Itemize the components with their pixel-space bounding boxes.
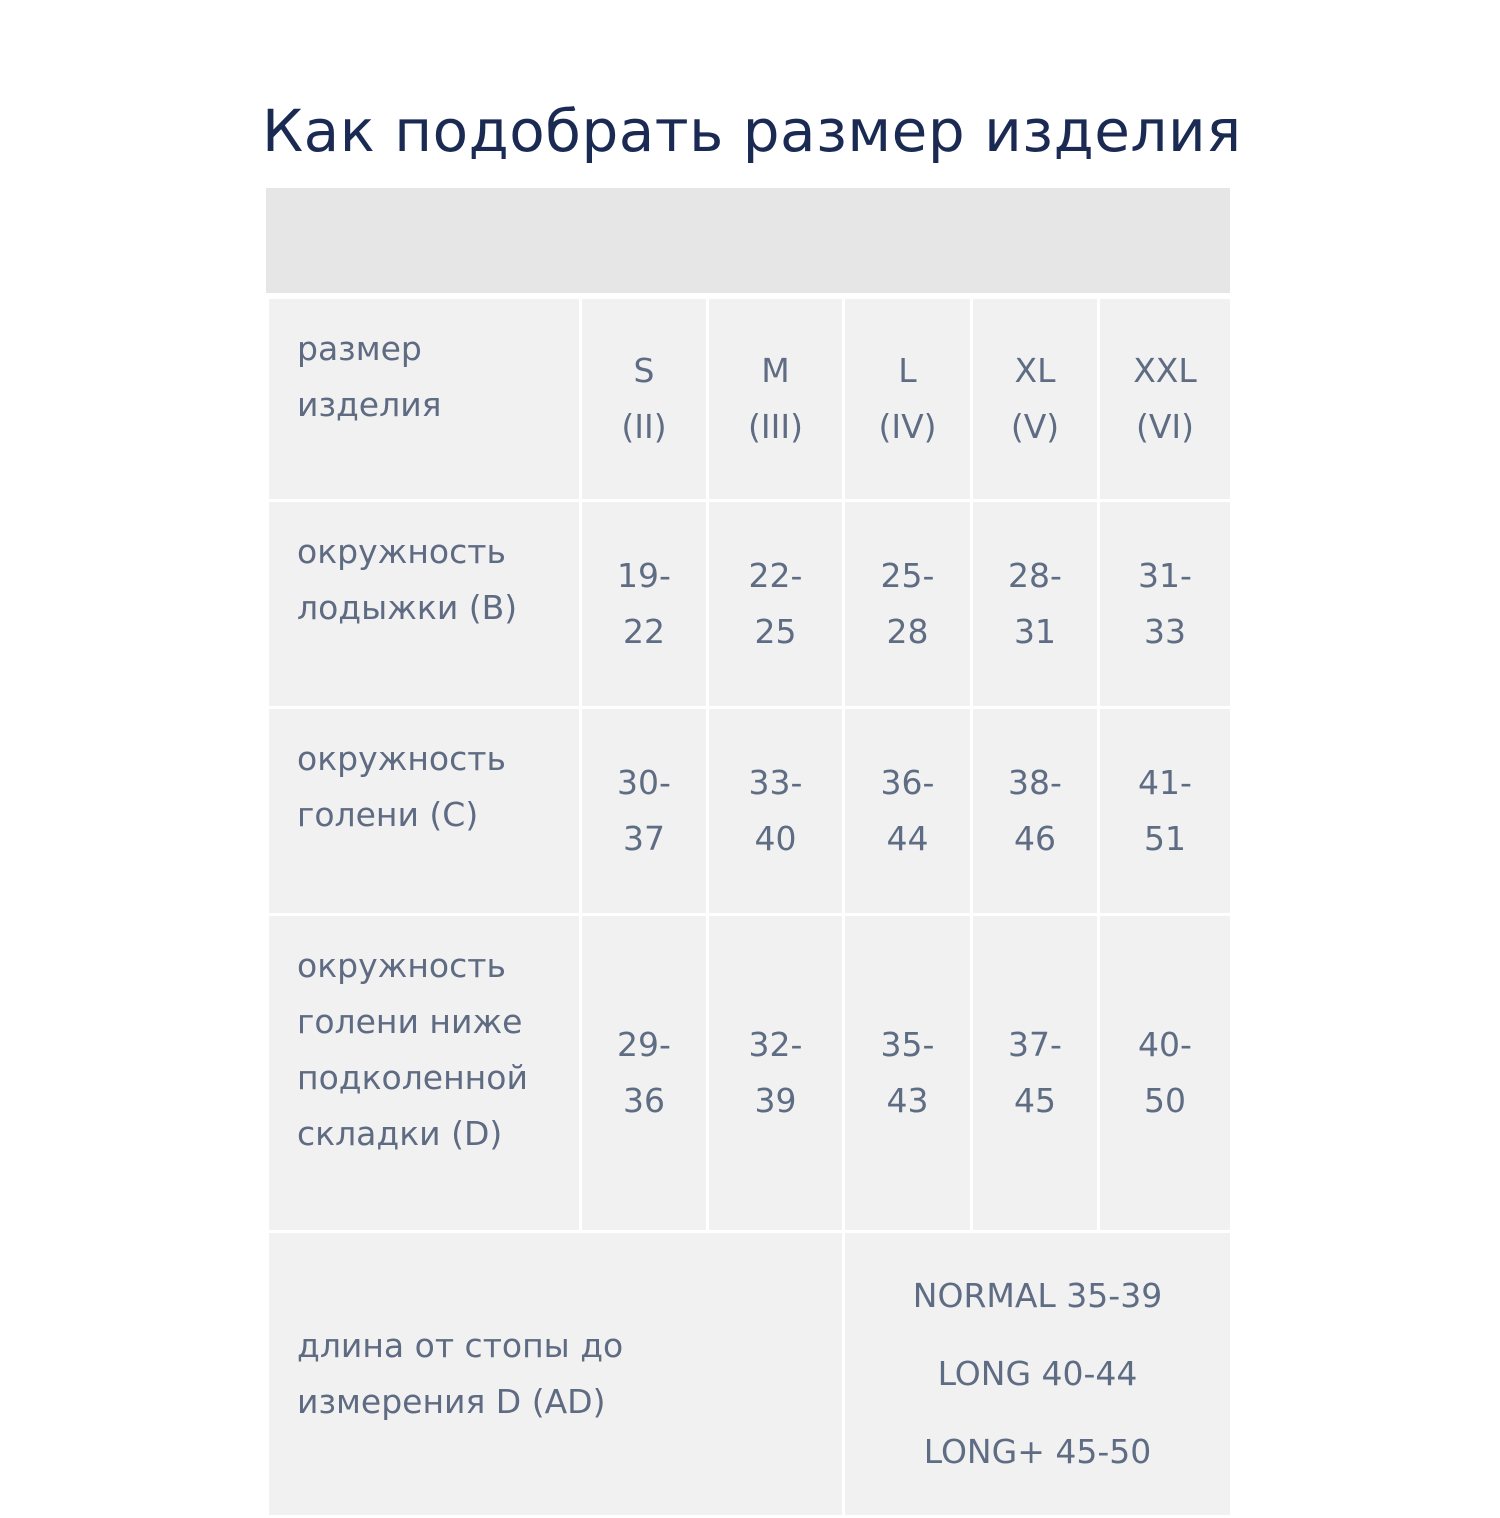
length-option-long-plus: LONG+ 45-50	[923, 1432, 1152, 1471]
value-line: 50	[1144, 1081, 1186, 1120]
label-line: измерения D (AD)	[297, 1382, 606, 1421]
value-line: 41-	[1138, 763, 1192, 802]
value-cell	[581, 501, 708, 708]
label-line: окружность	[297, 739, 506, 778]
size-cell-l	[844, 298, 972, 501]
value-line: 40-	[1138, 1025, 1192, 1064]
length-option-normal: NORMAL 35-39	[912, 1276, 1163, 1315]
value-cell	[708, 915, 844, 1232]
value-cell	[972, 501, 1099, 708]
value-line: 43	[886, 1081, 929, 1120]
value-line: 25-	[880, 556, 935, 595]
value-line: 31	[1014, 612, 1056, 651]
label-line: складки (D)	[297, 1114, 503, 1153]
page-title: Как подобрать размер изделия	[262, 97, 1242, 165]
value-cell	[708, 708, 844, 915]
size-table	[266, 188, 1230, 1518]
value-line: 37-	[1008, 1025, 1062, 1064]
size-roman: (II)	[621, 407, 667, 446]
label-line: окружность	[297, 946, 506, 985]
size-roman: (III)	[748, 407, 803, 446]
value-line: 36-	[880, 763, 935, 802]
size-cell-s	[581, 298, 708, 501]
size-letter: XXL	[1133, 351, 1197, 390]
value-line: 28-	[1008, 556, 1062, 595]
row-label-length	[268, 1232, 844, 1517]
value-line: 29-	[617, 1025, 671, 1064]
value-cell	[581, 708, 708, 915]
value-cell	[844, 501, 972, 708]
size-cell-m	[708, 298, 844, 501]
table-header-band	[266, 188, 1230, 293]
length-options-cell	[844, 1232, 1232, 1517]
value-cell	[972, 708, 1099, 915]
value-line: 33-	[748, 763, 803, 802]
value-cell	[844, 915, 972, 1232]
table-row-length	[268, 1232, 1232, 1517]
row-label-ankle	[268, 501, 581, 708]
value-line: 40	[754, 819, 797, 858]
value-line: 36	[623, 1081, 665, 1120]
size-roman: (IV)	[878, 407, 937, 446]
value-line: 33	[1144, 612, 1186, 651]
value-line: 51	[1144, 819, 1186, 858]
size-cell-xxl	[1099, 298, 1232, 501]
value-line: 22-	[748, 556, 803, 595]
row-label-size	[268, 298, 581, 501]
value-line: 31-	[1138, 556, 1192, 595]
row-label-calf	[268, 708, 581, 915]
value-cell	[1099, 501, 1232, 708]
table-row-ankle	[268, 501, 1232, 708]
row-label-below-knee	[268, 915, 581, 1232]
size-roman: (VI)	[1135, 407, 1195, 446]
value-line: 30-	[617, 763, 671, 802]
label-line: размер	[297, 329, 422, 368]
label-line: окружность	[297, 532, 506, 571]
value-cell	[581, 915, 708, 1232]
value-line: 37	[623, 819, 665, 858]
value-cell	[844, 708, 972, 915]
value-line: 46	[1014, 819, 1056, 858]
size-letter: XL	[1014, 351, 1056, 390]
value-line: 45	[1014, 1081, 1056, 1120]
value-line: 38-	[1008, 763, 1062, 802]
size-roman: (V)	[1010, 407, 1060, 446]
size-letter: M	[761, 351, 790, 390]
table-row-calf	[268, 708, 1232, 915]
value-cell	[1099, 708, 1232, 915]
length-option-long: LONG 40-44	[937, 1354, 1138, 1393]
label-line: голени ниже	[297, 1002, 523, 1041]
value-line: 25	[754, 612, 797, 651]
label-line: изделия	[297, 385, 442, 424]
value-cell	[972, 915, 1099, 1232]
value-line: 32-	[748, 1025, 803, 1064]
value-line: 28	[886, 612, 929, 651]
value-line: 19-	[617, 556, 671, 595]
label-line: длина от стопы до	[297, 1326, 624, 1365]
size-chart-table	[266, 296, 1233, 1518]
size-letter: S	[633, 351, 655, 390]
value-cell	[1099, 915, 1232, 1232]
label-line: голени (C)	[297, 795, 479, 834]
value-cell	[708, 501, 844, 708]
value-line: 39	[754, 1081, 797, 1120]
table-row-size-header	[268, 298, 1232, 501]
label-line: подколенной	[297, 1058, 528, 1097]
table-row-below-knee	[268, 915, 1232, 1232]
size-cell-xl	[972, 298, 1099, 501]
value-line: 44	[886, 819, 929, 858]
value-line: 22	[623, 612, 665, 651]
label-line: лодыжки (B)	[297, 588, 518, 627]
value-line: 35-	[880, 1025, 935, 1064]
size-letter: L	[898, 351, 917, 390]
